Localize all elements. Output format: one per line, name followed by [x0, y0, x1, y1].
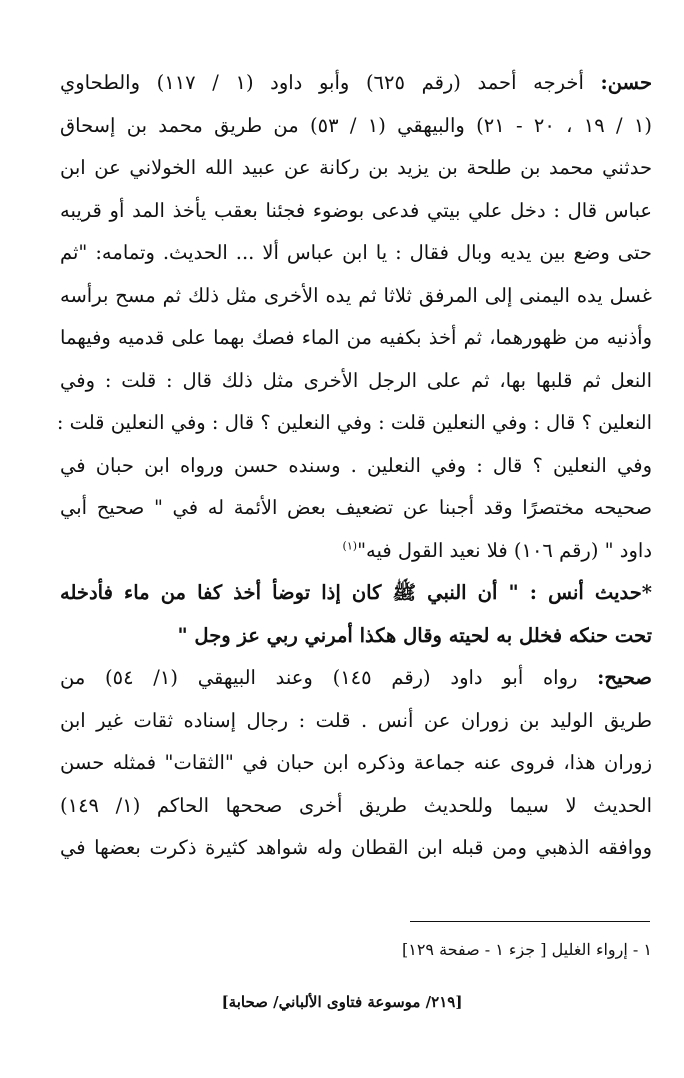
body-line [60, 530, 652, 573]
footnote: ١ - إرواء الغليل [ جزء ١ - صفحة ١٢٩] [401, 940, 652, 959]
hadith-heading-line: *حديث أنس : " أن النبي ﷺ كان إذا توضأ أخذ كفا من ماء فأدخله [60, 581, 652, 604]
body-line: ووافقه الذهبي ومن قبله ابن القطان وله شواهد كثيرة ذكرت بعضها في [60, 836, 652, 859]
grade-label-hasan: حسن: [600, 71, 652, 94]
body-line: حدثني محمد بن طلحة بن يزيد بن ركانة عن عبيد الله الخولاني عن ابن [60, 156, 652, 179]
grade-label-sahih: صحيح: [597, 666, 652, 689]
body-line: النعل ثم قلبها بها، ثم على الرجل الأخرى مثل ذلك قال : قلت : وفي [60, 368, 652, 392]
body-line: حتى وضع بين يديه وبال فقال : يا ابن عباس ألا ... الحديث. وتمامه: "ثم [60, 241, 652, 264]
body-line: زوران هذا، فروى عنه جماعة وذكره ابن حبان في "الثقات" فمثله حسن [60, 751, 652, 774]
body-line: وفي النعلين ؟ قال : وفي النعلين . وسنده حسن ورواه ابن حبان في [60, 453, 652, 477]
body-text: رواه أبو داود (رقم ١٤٥) وعند البيهقي (١/ ٥٤) من [60, 666, 598, 689]
body-line: غسل يده اليمنى إلى المرفق ثلاثا ثم يده الأخرى مثل ذلك ثم مسح برأسه [60, 283, 652, 307]
body-line: الحديث لا سيما وللحديث طريق أخرى صححها الحاكم (١/ ١٤٩) [60, 793, 652, 817]
body-line: النعلين ؟ قال : وفي النعلين قلت : وفي النعلين ؟ قال : وفي النعلين قلت : [56, 411, 652, 434]
hadith-heading-line: تحت حنكه فخلل به لحيته وقال هكذا أمرني ربي عز وجل " [177, 623, 652, 647]
body-line: وأذنيه من ظهورهما، ثم أخذ بكفيه من الماء فصك بهما على قدميه وفيهما [60, 326, 652, 349]
document-body [56, 62, 652, 870]
page-footer: [٢١٩/ موسوعة فتاوى الألباني/ صحابة] [221, 993, 463, 1011]
body-line [60, 657, 652, 700]
footnote-divider [410, 921, 650, 922]
body-line: عباس قال : دخل علي بيتي فدعى بوضوء فجئنا بعقب يأخذ المد أو قريبه [60, 198, 652, 222]
body-line [60, 62, 652, 105]
body-line: (١ / ١٩ ، ٢٠ - ٢١) والبيهقي (١ / ٥٣) من طريق محمد بن إسحاق [60, 113, 652, 137]
footnote-marker: (١) [342, 539, 358, 552]
body-text: داود " (رقم ١٠٦) فلا نعيد القول فيه" [357, 538, 652, 562]
body-line: صحيحه مختصرًا وقد أجبنا عن تضعيف بعض الأئمة له في " صحيح أبي [60, 496, 652, 519]
body-text: أخرجه أحمد (رقم ٦٢٥) وأبو داود (١ / ١١٧) والطحاوي [60, 71, 601, 94]
body-line: طريق الوليد بن زوران عن أنس . قلت : رجال إسناده ثقات غير ابن [60, 708, 652, 732]
